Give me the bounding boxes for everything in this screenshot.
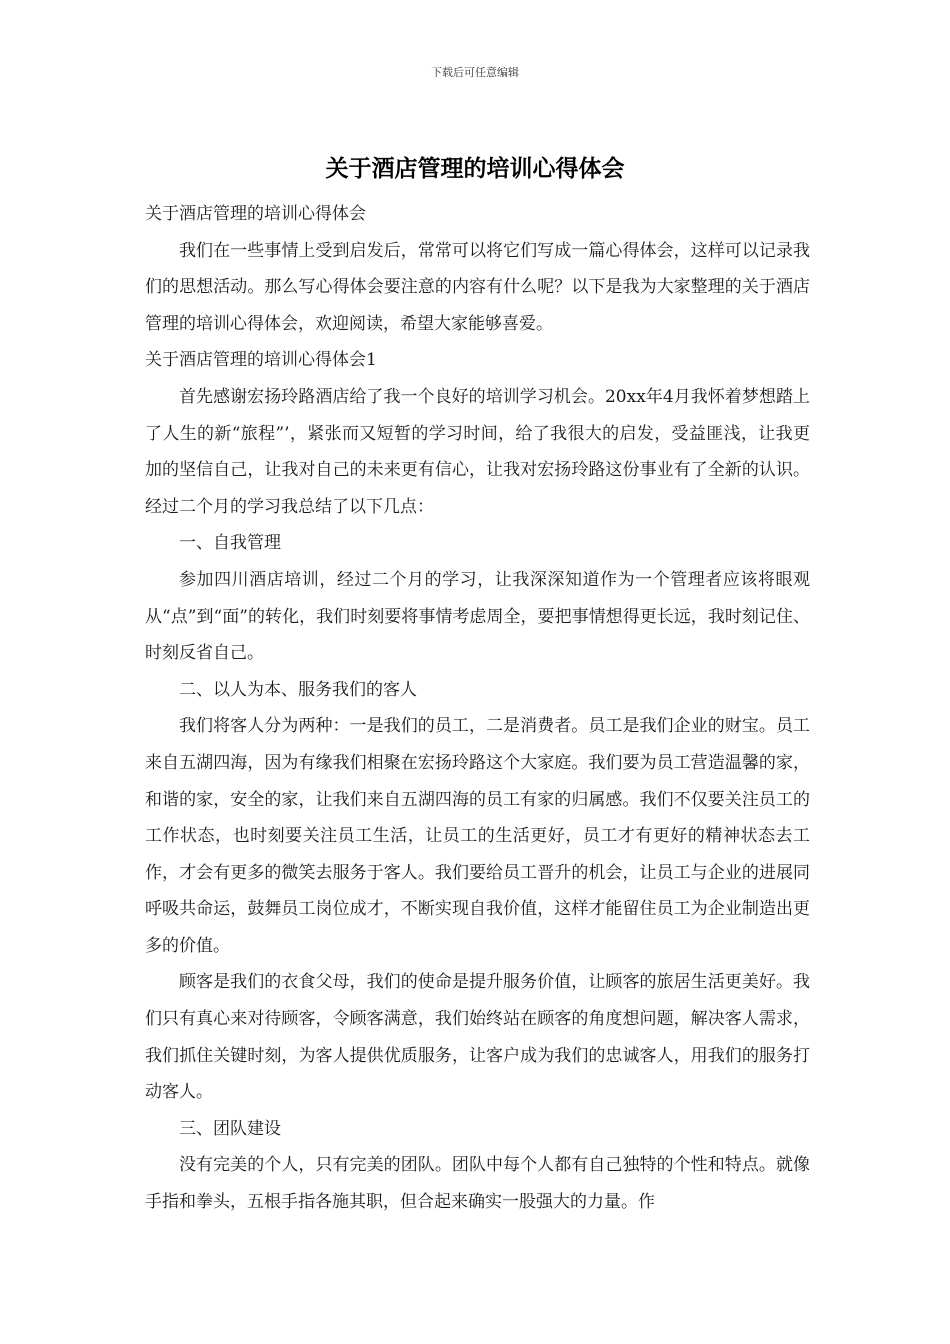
body-paragraph: 首先感谢宏扬玲路酒店给了我一个良好的培训学习机会。20xx年4月我怀着梦想踏上了人生的新“旅程”’，紧张而又短暂的学习时间，给了我很大的启发，受益匪浅，让我更加的坚信自己，让我对自己的未来更有信心，让我对宏扬玲路这份事业有了全新的认识。经过二个月的学习我总结了以下几点：: [145, 386, 810, 517]
body-paragraph: 参加四川酒店培训，经过二个月的学习，让我深深知道作为一个管理者应该将眼观从“点”到“面”的转化，我们时刻要将事情考虑周全，要把事情想得更长远，我时刻记住、时刻反省自己。: [145, 569, 810, 664]
body-paragraph: 关于酒店管理的培训心得体会1: [145, 350, 377, 371]
body-paragraph: 三、团队建设: [179, 1118, 281, 1139]
document-title: 关于酒店管理的培训心得体会: [325, 155, 625, 182]
body-paragraph: 一、自我管理: [179, 533, 281, 554]
body-paragraph: 二、以人为本、服务我们的客人: [179, 679, 417, 700]
body-paragraph: 我们将客人分为两种：一是我们的员工，二是消费者。员工是我们企业的财宝。员工来自五湖四海，因为有缘我们相聚在宏扬玲路这个大家庭。我们要为员工营造温馨的家，和谐的家，安全的家，让我们来自五湖四海的员工有家的归属感。我们不仅要关注员工的工作状态，也时刻要关注员工生活，让员工的生活更好，员工才有更好的精神状态去工作，才会有更多的微笑去服务于客人。我们要给员工晋升的机会，让员工与企业的进展同呼吸共命运，鼓舞员工岗位成才，不断实现自我价值，这样才能留住员工为企业制造出更多的价值。: [145, 716, 810, 956]
body-paragraph: 我们在一些事情上受到启发后，常常可以将它们写成一篇心得体会，这样可以记录我们的思想活动。那么写心得体会要注意的内容有什么呢？以下是我为大家整理的关于酒店管理的培训心得体会，欢迎阅读，希望大家能够喜爱。: [145, 240, 810, 334]
body-paragraph: 没有完美的个人，只有完美的团队。团队中每个人都有自己独特的个性和特点。就像手指和拳头，五根手指各施其职，但合起来确实一股强大的力量。作: [145, 1155, 810, 1213]
header-note: 下载后可任意编辑: [431, 66, 519, 79]
body-paragraph: 顾客是我们的衣食父母，我们的使命是提升服务价值，让顾客的旅居生活更美好。我们只有真心来对待顾客，令顾客满意，我们始终站在顾客的角度想问题，解决客人需求，我们抓住关键时刻，为客人提供优质服务，让客户成为我们的忠诚客人，用我们的服务打动客人。: [145, 972, 810, 1103]
document-body: [145, 196, 810, 1221]
body-paragraph: 关于酒店管理的培训心得体会: [145, 204, 366, 224]
